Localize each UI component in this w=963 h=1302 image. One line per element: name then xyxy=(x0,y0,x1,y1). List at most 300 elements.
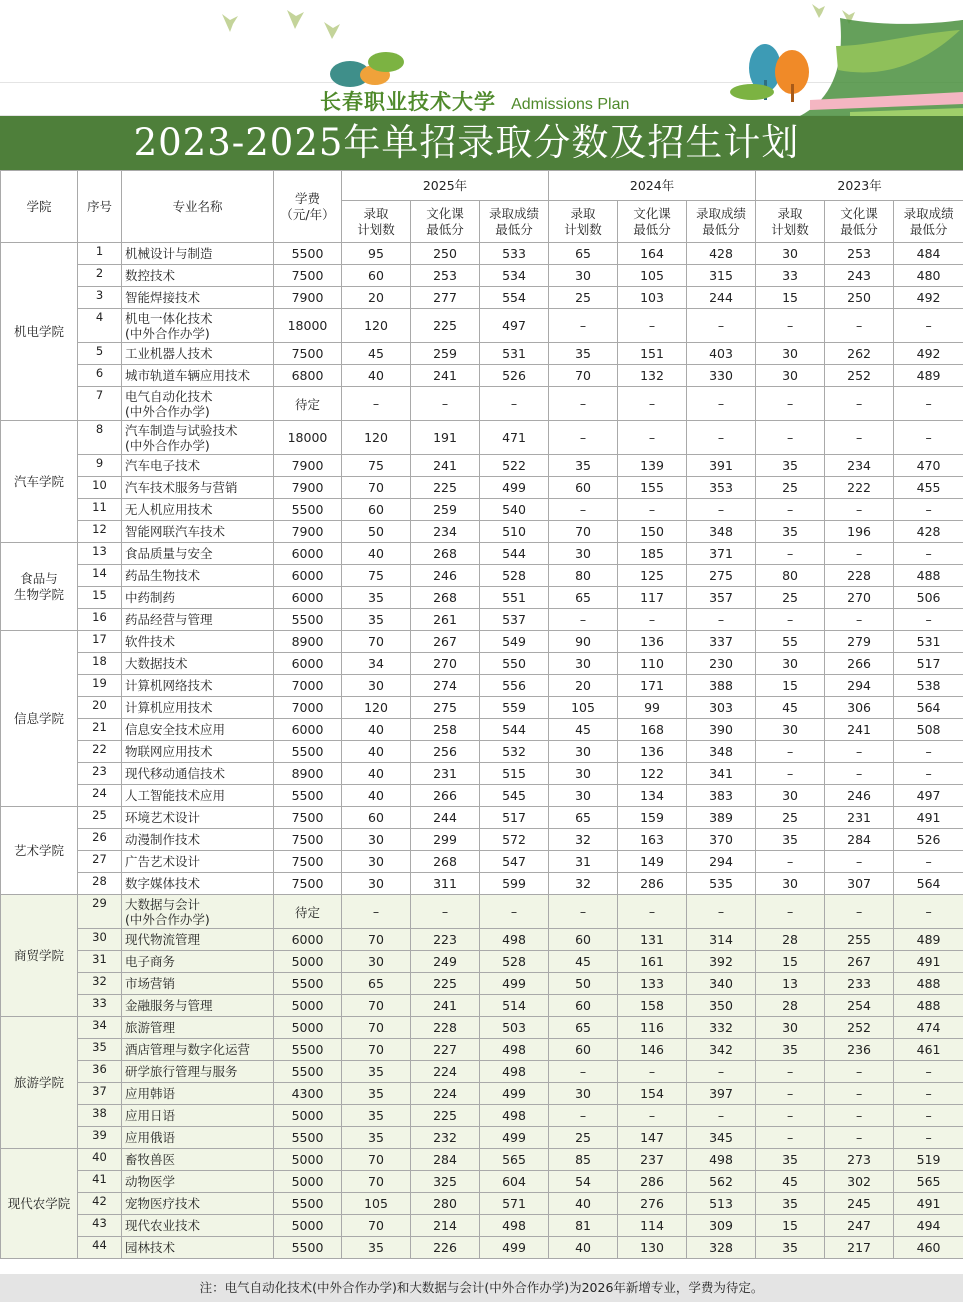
score-cell: 515 xyxy=(480,763,549,785)
score-cell: 554 xyxy=(480,287,549,309)
score-cell: 30 xyxy=(549,763,618,785)
score-cell: – xyxy=(825,763,894,785)
score-cell: 40 xyxy=(549,1193,618,1215)
seq-cell: 8 xyxy=(78,421,122,455)
score-cell: 60 xyxy=(549,995,618,1017)
score-cell: 65 xyxy=(342,973,411,995)
score-cell: 81 xyxy=(549,1215,618,1237)
score-cell: 545 xyxy=(480,785,549,807)
seq-cell: 18 xyxy=(78,653,122,675)
table-row xyxy=(1,1017,963,1039)
score-cell: 531 xyxy=(480,343,549,365)
fee-cell: 5000 xyxy=(274,951,342,973)
text-line: 旅游学院 xyxy=(13,1074,64,1090)
score-cell: 294 xyxy=(687,851,756,873)
score-cell: 245 xyxy=(825,1193,894,1215)
admissions-table xyxy=(0,170,963,1259)
major-cell xyxy=(122,785,274,807)
text-line: 信息学院 xyxy=(13,710,64,726)
text-line: 最低分 xyxy=(495,221,533,237)
score-cell: 13 xyxy=(756,973,825,995)
score-cell: 225 xyxy=(411,309,480,343)
table-row xyxy=(1,929,963,951)
score-cell: 224 xyxy=(411,1061,480,1083)
text-line: 文化课 xyxy=(426,205,464,221)
score-cell: 65 xyxy=(549,243,618,265)
footnote: 注：电气自动化技术(中外合作办学)和大数据与会计(中外合作办学)为2026年新增专业，学费为待定。 xyxy=(0,1274,963,1302)
text-line: 现代农业技术 xyxy=(125,1218,201,1233)
score-cell: – xyxy=(756,895,825,929)
table-row xyxy=(1,265,963,287)
major-cell xyxy=(122,477,274,499)
score-cell: 267 xyxy=(825,951,894,973)
score-cell: 65 xyxy=(549,1017,618,1039)
score-cell: 498 xyxy=(480,1039,549,1061)
score-cell: 146 xyxy=(618,1039,687,1061)
score-cell: 30 xyxy=(549,741,618,763)
score-cell: – xyxy=(825,1105,894,1127)
major-cell xyxy=(122,243,274,265)
score-cell: 147 xyxy=(618,1127,687,1149)
score-cell: 120 xyxy=(342,309,411,343)
fee-cell: 5500 xyxy=(274,1237,342,1259)
score-cell: 99 xyxy=(618,697,687,719)
score-cell: 249 xyxy=(411,951,480,973)
seq-cell: 26 xyxy=(78,829,122,851)
text-line: 酒店管理与数字化运营 xyxy=(125,1042,251,1057)
score-cell: 40 xyxy=(342,741,411,763)
score-cell: 228 xyxy=(825,565,894,587)
fee-cell: 5000 xyxy=(274,1149,342,1171)
score-cell: 70 xyxy=(549,365,618,387)
score-cell: 40 xyxy=(342,785,411,807)
score-cell: 498 xyxy=(480,1061,549,1083)
text-line: 智能焊接技术 xyxy=(125,290,201,305)
score-cell: 357 xyxy=(687,587,756,609)
table-row xyxy=(1,675,963,697)
score-cell: 250 xyxy=(411,243,480,265)
score-cell: – xyxy=(756,1127,825,1149)
score-cell: 315 xyxy=(687,265,756,287)
score-cell: 30 xyxy=(549,543,618,565)
score-cell: 40 xyxy=(342,543,411,565)
score-cell: 196 xyxy=(825,521,894,543)
score-cell: – xyxy=(756,421,825,455)
score-cell: 508 xyxy=(894,719,963,741)
text-line: 现代物流管理 xyxy=(125,932,201,947)
seq-cell: 25 xyxy=(78,807,122,829)
score-cell: 60 xyxy=(549,477,618,499)
text-line: 汽车电子技术 xyxy=(125,458,201,473)
score-cell: 492 xyxy=(894,343,963,365)
table-row xyxy=(1,1105,963,1127)
table-row xyxy=(1,455,963,477)
score-cell: 455 xyxy=(894,477,963,499)
seq-cell: 44 xyxy=(78,1237,122,1259)
text-line: 最低分 xyxy=(426,221,464,237)
seq-cell: 9 xyxy=(78,455,122,477)
text-line: 大数据与会计 xyxy=(125,896,201,912)
score-cell: 284 xyxy=(411,1149,480,1171)
score-cell: – xyxy=(825,309,894,343)
hills-icon xyxy=(330,52,404,87)
score-cell: 15 xyxy=(756,287,825,309)
score-cell: 40 xyxy=(342,365,411,387)
score-cell: 133 xyxy=(618,973,687,995)
fee-cell: 7900 xyxy=(274,455,342,477)
major-cell xyxy=(122,421,274,455)
score-cell: – xyxy=(687,421,756,455)
score-cell: 30 xyxy=(342,675,411,697)
score-cell: 225 xyxy=(411,477,480,499)
score-cell: – xyxy=(480,387,549,421)
header-subcolumn xyxy=(549,201,618,243)
header-college: 学院 xyxy=(1,171,78,243)
score-cell: 60 xyxy=(342,265,411,287)
major-cell xyxy=(122,1105,274,1127)
seq-cell: 39 xyxy=(78,1127,122,1149)
score-cell: 309 xyxy=(687,1215,756,1237)
table-row xyxy=(1,1193,963,1215)
score-cell: 533 xyxy=(480,243,549,265)
seq-cell: 17 xyxy=(78,631,122,653)
college-cell xyxy=(1,1017,78,1149)
score-cell: 299 xyxy=(411,829,480,851)
score-cell: – xyxy=(894,895,963,929)
score-cell: 30 xyxy=(756,243,825,265)
header xyxy=(0,0,963,116)
fee-cell: 7900 xyxy=(274,521,342,543)
fee-cell: 5000 xyxy=(274,995,342,1017)
score-cell: 506 xyxy=(894,587,963,609)
major-cell xyxy=(122,609,274,631)
score-cell: 168 xyxy=(618,719,687,741)
major-cell xyxy=(122,1193,274,1215)
text-line: 录取成绩 xyxy=(489,205,540,221)
score-cell: 30 xyxy=(756,719,825,741)
major-cell xyxy=(122,455,274,477)
score-cell: 35 xyxy=(756,521,825,543)
score-cell: 45 xyxy=(549,951,618,973)
score-cell: – xyxy=(894,309,963,343)
table-row xyxy=(1,873,963,895)
fee-cell: 5500 xyxy=(274,243,342,265)
score-cell: – xyxy=(825,609,894,631)
major-cell xyxy=(122,565,274,587)
fee-cell: 7500 xyxy=(274,343,342,365)
score-cell: – xyxy=(618,1061,687,1083)
score-cell: 498 xyxy=(687,1149,756,1171)
table-row xyxy=(1,895,963,929)
fee-cell: 7900 xyxy=(274,287,342,309)
score-cell: 226 xyxy=(411,1237,480,1259)
score-cell: 35 xyxy=(756,1039,825,1061)
score-cell: 232 xyxy=(411,1127,480,1149)
score-cell: 599 xyxy=(480,873,549,895)
score-cell: 277 xyxy=(411,287,480,309)
fee-cell: 6000 xyxy=(274,719,342,741)
score-cell: 371 xyxy=(687,543,756,565)
text-line: 计划数 xyxy=(357,221,395,237)
score-cell: 519 xyxy=(894,1149,963,1171)
major-cell xyxy=(122,995,274,1017)
text-line: 工业机器人技术 xyxy=(125,346,213,361)
score-cell: 136 xyxy=(618,631,687,653)
score-cell: – xyxy=(825,499,894,521)
fee-cell: 5000 xyxy=(274,1017,342,1039)
score-cell: 231 xyxy=(825,807,894,829)
seq-cell: 40 xyxy=(78,1149,122,1171)
score-cell: 230 xyxy=(687,653,756,675)
score-cell: 217 xyxy=(825,1237,894,1259)
seq-cell: 38 xyxy=(78,1105,122,1127)
score-cell: 314 xyxy=(687,929,756,951)
major-cell xyxy=(122,1083,274,1105)
score-cell: – xyxy=(894,499,963,521)
seq-cell: 33 xyxy=(78,995,122,1017)
score-cell: 564 xyxy=(894,873,963,895)
fee-cell: 7500 xyxy=(274,807,342,829)
score-cell: 528 xyxy=(480,951,549,973)
score-cell: 325 xyxy=(411,1171,480,1193)
score-cell: 35 xyxy=(342,609,411,631)
header-year: 2025年 xyxy=(342,171,549,201)
text-line: 文化课 xyxy=(633,205,671,221)
text-line: 录取成绩 xyxy=(903,205,954,221)
table-row xyxy=(1,973,963,995)
text-line: 录取成绩 xyxy=(696,205,747,221)
score-cell: 20 xyxy=(342,287,411,309)
fee-cell: 7000 xyxy=(274,675,342,697)
fee-cell: 5500 xyxy=(274,609,342,631)
score-cell: 535 xyxy=(687,873,756,895)
fee-cell: 4300 xyxy=(274,1083,342,1105)
major-cell xyxy=(122,631,274,653)
score-cell: 35 xyxy=(342,1083,411,1105)
score-cell: 392 xyxy=(687,951,756,973)
score-cell: 499 xyxy=(480,477,549,499)
score-cell: 559 xyxy=(480,697,549,719)
seq-cell: 30 xyxy=(78,929,122,951)
score-cell: – xyxy=(618,1105,687,1127)
seq-cell: 43 xyxy=(78,1215,122,1237)
score-cell: 537 xyxy=(480,609,549,631)
seq-cell: 5 xyxy=(78,343,122,365)
seq-cell: 3 xyxy=(78,287,122,309)
score-cell: 54 xyxy=(549,1171,618,1193)
score-cell: 241 xyxy=(411,365,480,387)
text-line: 机电学院 xyxy=(13,323,64,339)
score-cell: 105 xyxy=(618,265,687,287)
text-line: 应用韩语 xyxy=(125,1086,176,1101)
score-cell: 517 xyxy=(894,653,963,675)
text-line: 艺术学院 xyxy=(13,842,64,858)
text-line: 计划数 xyxy=(564,221,602,237)
score-cell: 35 xyxy=(549,455,618,477)
score-cell: – xyxy=(894,1061,963,1083)
score-cell: 70 xyxy=(549,521,618,543)
score-cell: 522 xyxy=(480,455,549,477)
score-cell: – xyxy=(756,851,825,873)
text-line: 中药制药 xyxy=(125,590,176,605)
text-line: 药品生物技术 xyxy=(125,568,201,583)
score-cell: 32 xyxy=(549,873,618,895)
text-line: 现代农学院 xyxy=(7,1195,71,1211)
seq-cell: 11 xyxy=(78,499,122,521)
major-cell xyxy=(122,697,274,719)
score-cell: 532 xyxy=(480,741,549,763)
score-cell: – xyxy=(687,609,756,631)
score-cell: 30 xyxy=(342,951,411,973)
score-cell: – xyxy=(825,1061,894,1083)
score-cell: 550 xyxy=(480,653,549,675)
score-cell: 30 xyxy=(756,365,825,387)
text-line: 旅游管理 xyxy=(125,1020,176,1035)
score-cell: – xyxy=(549,421,618,455)
score-cell: 547 xyxy=(480,851,549,873)
table-row xyxy=(1,421,963,455)
fee-cell: 5000 xyxy=(274,1171,342,1193)
major-cell xyxy=(122,951,274,973)
major-cell xyxy=(122,1061,274,1083)
score-cell: 259 xyxy=(411,499,480,521)
score-cell: 348 xyxy=(687,521,756,543)
table-row xyxy=(1,1215,963,1237)
score-cell: 15 xyxy=(756,1215,825,1237)
score-cell: 70 xyxy=(342,1017,411,1039)
score-cell: 551 xyxy=(480,587,549,609)
major-cell xyxy=(122,763,274,785)
score-cell: 30 xyxy=(756,1017,825,1039)
score-cell: 95 xyxy=(342,243,411,265)
score-cell: 252 xyxy=(825,365,894,387)
seq-cell: 34 xyxy=(78,1017,122,1039)
score-cell: – xyxy=(687,309,756,343)
college-cell xyxy=(1,543,78,631)
score-cell: 35 xyxy=(756,829,825,851)
score-cell: 45 xyxy=(549,719,618,741)
score-cell: 25 xyxy=(549,287,618,309)
header-subcolumn xyxy=(411,201,480,243)
text-line: 商贸学院 xyxy=(13,947,64,963)
major-cell xyxy=(122,719,274,741)
score-cell: 120 xyxy=(342,697,411,719)
score-cell: 294 xyxy=(825,675,894,697)
score-cell: 105 xyxy=(342,1193,411,1215)
score-cell: 284 xyxy=(825,829,894,851)
score-cell: 247 xyxy=(825,1215,894,1237)
score-cell: 90 xyxy=(549,631,618,653)
score-cell: 556 xyxy=(480,675,549,697)
table-row xyxy=(1,365,963,387)
table-row xyxy=(1,785,963,807)
major-cell xyxy=(122,929,274,951)
table-row xyxy=(1,499,963,521)
major-cell xyxy=(122,675,274,697)
header-fee xyxy=(274,171,342,243)
table-row xyxy=(1,829,963,851)
score-cell: 244 xyxy=(411,807,480,829)
score-cell: 30 xyxy=(549,1083,618,1105)
score-cell: 544 xyxy=(480,719,549,741)
school-name: 长春职业技术大学 xyxy=(320,89,496,114)
score-cell: 241 xyxy=(411,995,480,1017)
score-cell: 544 xyxy=(480,543,549,565)
text-line: 数字媒体技术 xyxy=(125,876,201,891)
score-cell: 30 xyxy=(342,851,411,873)
text-line: 数控技术 xyxy=(125,268,176,283)
score-cell: 268 xyxy=(411,587,480,609)
fee-cell: 待定 xyxy=(274,895,342,929)
score-cell: 286 xyxy=(618,873,687,895)
text-line: 软件技术 xyxy=(125,634,176,649)
fee-cell: 18000 xyxy=(274,421,342,455)
score-cell: 237 xyxy=(618,1149,687,1171)
score-cell: 337 xyxy=(687,631,756,653)
header-subcolumn xyxy=(756,201,825,243)
seq-cell: 6 xyxy=(78,365,122,387)
score-cell: 246 xyxy=(825,785,894,807)
score-cell: 70 xyxy=(342,929,411,951)
score-cell: 225 xyxy=(411,1105,480,1127)
score-cell: – xyxy=(825,741,894,763)
seq-cell: 32 xyxy=(78,973,122,995)
score-cell: 488 xyxy=(894,973,963,995)
score-cell: 50 xyxy=(549,973,618,995)
score-cell: – xyxy=(894,609,963,631)
text-line: 宠物医疗技术 xyxy=(125,1196,201,1211)
score-cell: 228 xyxy=(411,1017,480,1039)
text-line: 环境艺术设计 xyxy=(125,810,201,825)
score-cell: 20 xyxy=(549,675,618,697)
header-subcolumn xyxy=(342,201,411,243)
score-cell: 32 xyxy=(549,829,618,851)
page-title: 2023-2025年单招录取分数及招生计划 xyxy=(133,121,800,164)
major-cell xyxy=(122,587,274,609)
score-cell: 492 xyxy=(894,287,963,309)
major-cell xyxy=(122,343,274,365)
text-line: 动漫制作技术 xyxy=(125,832,201,847)
fee-cell: 7500 xyxy=(274,265,342,287)
seq-cell: 2 xyxy=(78,265,122,287)
score-cell: 268 xyxy=(411,851,480,873)
score-cell: – xyxy=(894,387,963,421)
score-cell: 275 xyxy=(411,697,480,719)
major-cell xyxy=(122,1171,274,1193)
score-cell: – xyxy=(618,895,687,929)
college-cell xyxy=(1,1149,78,1259)
major-cell xyxy=(122,895,274,929)
score-cell: – xyxy=(618,609,687,631)
score-cell: – xyxy=(825,895,894,929)
score-cell: – xyxy=(825,387,894,421)
score-cell: 131 xyxy=(618,929,687,951)
score-cell: 70 xyxy=(342,1149,411,1171)
score-cell: – xyxy=(687,1105,756,1127)
text-line: 广告艺术设计 xyxy=(125,854,201,869)
score-cell: – xyxy=(894,1083,963,1105)
score-cell: 571 xyxy=(480,1193,549,1215)
score-cell: 534 xyxy=(480,265,549,287)
score-cell: 397 xyxy=(687,1083,756,1105)
seq-cell: 16 xyxy=(78,609,122,631)
score-cell: 70 xyxy=(342,631,411,653)
score-cell: 80 xyxy=(756,565,825,587)
score-cell: 70 xyxy=(342,1171,411,1193)
score-cell: 332 xyxy=(687,1017,756,1039)
seq-cell: 23 xyxy=(78,763,122,785)
table-row xyxy=(1,719,963,741)
